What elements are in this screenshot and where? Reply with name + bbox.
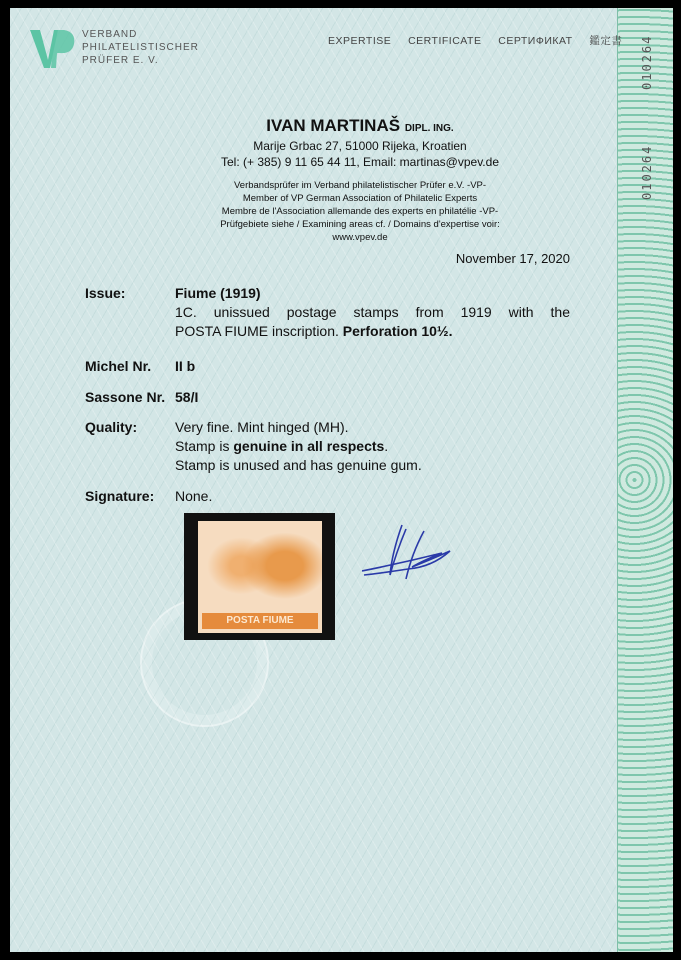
expert-address <box>130 138 590 170</box>
org-line: VERBAND <box>82 29 138 40</box>
expert-name-text: IVAN MARTINAŠ <box>266 116 401 135</box>
stamp-inscription: POSTA FIUME <box>202 613 318 629</box>
sassone-label: Sassone Nr. <box>85 389 166 405</box>
sassone-value: 58/I <box>175 389 199 405</box>
issue-desc: POSTA FIUME inscription. <box>175 323 339 339</box>
issue-row <box>85 284 570 341</box>
certificate <box>10 8 672 952</box>
address: Marije Grbac 27, 51000 Rijeka, Kroatien <box>253 139 467 153</box>
issue-desc: 1C. unissued postage stamps from 1919 with the <box>175 304 570 320</box>
assoc-line: Member of VP German Association of Philatelic Experts <box>242 193 478 204</box>
michel-value: II b <box>175 358 196 374</box>
perforation: Perforation 10½. <box>342 323 453 339</box>
serial-number: 010264 <box>640 34 654 90</box>
signature-label: Signature: <box>85 488 155 504</box>
contact: Tel: (+ 385) 9 11 65 44 11, Email: martinas@vpev.de <box>221 155 499 169</box>
quality-line: Very fine. Mint hinged (MH). <box>175 419 349 435</box>
assoc-line: Membre de l'Association allemande des experts en philatélie -VP- <box>221 206 499 217</box>
security-strip <box>617 8 673 952</box>
vp-logo-icon <box>30 26 76 70</box>
expert-name <box>130 116 590 136</box>
period: . <box>384 438 389 454</box>
issue-label: Issue: <box>85 285 126 301</box>
sassone-row <box>85 388 570 407</box>
expert-signature-icon <box>362 523 452 593</box>
signature-value: None. <box>175 488 213 504</box>
stamp-photo <box>184 513 335 640</box>
stamp-image <box>198 521 322 633</box>
quality-label: Quality: <box>85 419 138 435</box>
signature-row <box>85 487 570 506</box>
michel-row <box>85 357 570 376</box>
quality-line: Stamp is unused and has genuine gum. <box>175 457 422 473</box>
organization-name <box>82 28 199 67</box>
michel-label: Michel Nr. <box>85 358 152 374</box>
assoc-line: Verbandsprüfer im Verband philatelistischer Prüfer e.V. -VP- <box>233 180 487 191</box>
expert-title: DIPL. ING. <box>404 123 454 134</box>
serial-number-2: 010264 <box>640 144 654 200</box>
issue-value: Fiume (1919) <box>175 285 261 301</box>
org-line: PHILATELISTISCHER <box>82 42 199 53</box>
association-info <box>130 179 590 244</box>
assoc-line: Prüfgebiete siehe / Examining areas cf. / Domains d'expertise voir: <box>220 219 500 230</box>
quality-row <box>85 418 570 475</box>
certificate-date: November 17, 2020 <box>455 251 570 266</box>
certificate-title: EXPERTISE CERTIFICATE СЕРТИФИКАТ 鑑定書 <box>328 35 623 47</box>
org-line: PRÜFER E. V. <box>82 55 159 66</box>
genuine-statement: genuine in all respects <box>233 438 385 454</box>
website-link: www.vpev.de <box>332 232 388 243</box>
quality-line: Stamp is <box>175 438 234 454</box>
